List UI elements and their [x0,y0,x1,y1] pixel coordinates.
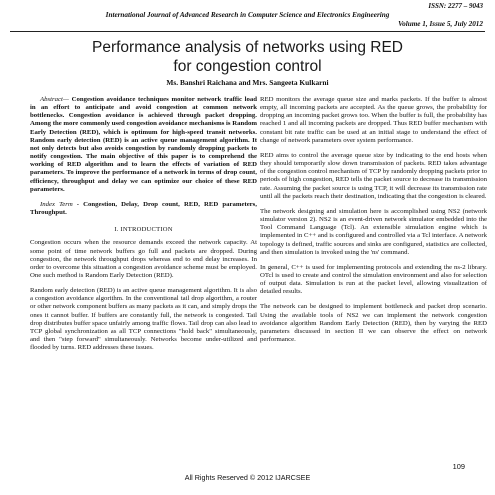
volume-issue: Volume 1, Issue 5, July 2012 [398,20,483,28]
journal-name: International Journal of Advanced Research in Computer Science and Electronics Engineering [105,11,390,19]
section-heading-introduction: I. INTRODUCTION [114,226,173,234]
paragraph: The network designing and simulation here is accomplished using NS2 (network simulator version 2). NS2 is an event-driven network simulator embedded into the Tool Command Language (Tcl). An extensible simulation engine which is implemented in C++ and is configured and controlled via a Tcl interface. A network topology is defined, traffic sources and sinks are configured, statistics are collected, and then simulation is invoked using the 'ns' command. [260,207,487,256]
page-number: 109 [452,462,465,471]
abstract-text: Congestion avoidance techniques monitor network traffic load in an effort to anticipate and avoid congestion at common network bottlenecks. Congestion avoidance is achieved through packet dropping. Among the more commonly used congestion avoidance mechanisms is Random Early Detection (RED), which is optimum for high-speed transit networks. Random early detection (RED) is an active queue management algorithm. It not only detects but also avoids congestion by randomly dropping packets to notify congestion. The main objective of this paper is to comprehend the working of RED algorithm and to learn the effects of variation of RED parameters. To improve the performance of a network in terms of drop count, efficiency, throughput and delay we can optimize our choice of these RED parameters. [30,96,257,193]
paragraph: Congestion occurs when the resource demands exceed the network capacity. At some point of time network buffers go full and packets are dropped. During congestion, the network throughput drops whereas end to end delay increases. In order to overcome this situation a congestion avoidance scheme must be employed. One such method is Random Early Detection (RED). [30,239,257,279]
paragraph: RED aims to control the average queue size by indicating to the end hosts when they should temporarily slow down transmission of packets. RED takes advantage of the congestion control mechanism of TCP by randomly dropping packets prior to periods of high congestion, RED tells the packet source to decrease its transmission rate. Assuming the packet source is using TCP, it will decrease its transmission rate until all the packets reach their destination, indicating that the congestion is cleared. [260,151,487,200]
paper-title [0,38,495,76]
right-column [260,96,487,351]
title-line-1: Performance analysis of networks using RED [92,39,403,56]
abstract [30,96,257,194]
header-divider [10,31,485,32]
left-column [30,96,257,359]
paragraph: RED monitors the average queue size and marks packets. If the buffer is almost empty, all incoming packets are accepted. As the queue grows, the probability for dropping an incoming packet grows too. When the buffer is full, the probability has reached 1 and all incoming packets are dropped. Thus RED buffer mechanism with constant bit rate traffic can be used at an initial stage to understand the effect of change of network parameters over system performance. [260,96,487,144]
index-terms-text: - Congestion, Delay, Drop count, RED, RED parameters, Throughput. [30,200,257,217]
copyright-footer: All Rights Reserved © 2012 IJARCSEE [184,473,311,482]
issn-label: ISSN: 2277 – 9043 [428,2,483,10]
index-terms-label: Index Term [40,200,73,208]
paragraph: Random early detection (RED) is an active queue management algorithm. It is also a congestion avoidance algorithm. In the conventional tail drop algorithm, a router or other network component buffers as many packets as it can, and simply drops the ones it cannot buffer. If buffers are constantly full, the network is congested. Tail drop distributes buffer space unfairly among traffic flows. Tail drop can also lead to TCP global synchronization as all TCP connections "hold back" simultaneously, and then "step forward" simultaneously. Networks become under-utilized and flooded by turns. RED addresses these issues. [30,287,257,352]
index-terms [30,201,257,217]
paragraph: The network can be designed to implement bottleneck and packet drop scenario. Using the available tools of NS2 we can implement the network congestion avoidance algorithm Random Early Detection (RED), then by varying the RED parameters discussed in section II we can observe the effect on network performance. [260,303,487,344]
abstract-label: Abstract— [40,96,69,103]
paragraph: In general, C++ is used for implementing protocols and extending the ns-2 library. OTcl is used to create and control the simulation environment and also for selection of output data. Simulation is run at the packet level, allowing visualization of detailed results. [260,263,487,296]
author-list: Ms. Banshri Raichana and Mrs. Sangeeta Kulkarni [166,78,329,87]
title-line-2: for congestion control [173,58,322,75]
